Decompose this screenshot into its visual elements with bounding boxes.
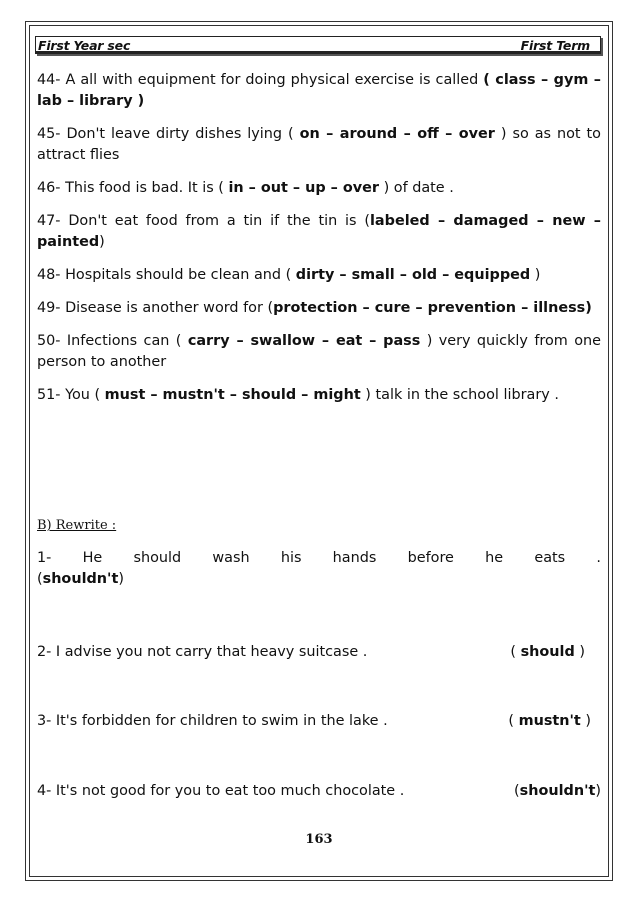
sentence-word: should — [133, 550, 182, 566]
question-text: ) so as not to attract flies — [37, 126, 601, 163]
question-text: ) — [530, 267, 541, 283]
question-item — [37, 265, 601, 286]
question-text: ) — [99, 234, 105, 250]
header-left-text: First Year sec — [38, 38, 131, 53]
hint-close: ) — [574, 644, 585, 660]
question-item — [37, 385, 601, 406]
rewrite-item-3-sentence: 3- It's forbidden for children to swim in the lake . — [37, 713, 388, 729]
rewrite-item-4-sentence: 4- It's not good for you to eat too much chocolate . — [37, 783, 405, 799]
question-text: 45- Don't leave dirty dishes lying ( — [37, 126, 300, 142]
question-text: 50- Infections can ( — [37, 333, 188, 349]
rewrite-item-3 — [37, 711, 601, 732]
rewrite-item-2-hint-word: should — [520, 644, 575, 660]
question-choices: protection – cure – prevention – illness) — [273, 300, 592, 316]
rewrite-item-1-hint: (shouldn't) — [37, 571, 124, 587]
question-choices: on – around – off – over — [299, 126, 495, 142]
question-item — [37, 124, 601, 166]
rewrite-item-1-sentence — [37, 548, 601, 569]
hint-close: ) — [580, 713, 591, 729]
sentence-word: eats — [534, 550, 566, 566]
question-choices: carry – swallow – eat – pass — [187, 333, 421, 349]
sentence-word: . — [596, 550, 601, 566]
question-text: 46- This food is bad. It is ( — [37, 180, 229, 196]
questions-list — [37, 70, 601, 418]
rewrite-item-2 — [37, 642, 601, 663]
question-item — [37, 331, 601, 373]
hint-open: ( — [508, 713, 519, 729]
question-item — [37, 178, 601, 199]
hint-close: ) — [595, 783, 601, 799]
question-item — [37, 211, 601, 253]
rewrite-item-3-hint-word: mustn't — [518, 713, 581, 729]
sentence-word: wash — [212, 550, 250, 566]
sentence-word: before — [407, 550, 454, 566]
question-choices: dirty – small – old – equipped — [295, 267, 531, 283]
question-text: ) very quickly from one person to another — [37, 333, 601, 370]
question-text: 44- A all with equipment for doing physical exercise is called — [37, 72, 484, 88]
sentence-word: 1- — [37, 550, 52, 566]
rewrite-item-2-sentence: 2- I advise you not carry that heavy suitcase . — [37, 644, 368, 660]
question-text: 51- You ( — [37, 387, 105, 403]
question-choices: ( class – gym – lab – library ) — [37, 72, 601, 109]
question-text: ) talk in the school library . — [360, 387, 559, 403]
question-text: 47- Don't eat food from a tin if the tin is ( — [37, 213, 370, 229]
rewrite-item-4-hint-word: shouldn't — [519, 783, 596, 799]
rewrite-item-1-hint-word: shouldn't — [42, 571, 119, 587]
sentence-word: He — [82, 550, 103, 566]
question-item — [37, 70, 601, 112]
rewrite-item-2-hint — [510, 642, 585, 663]
hint-open: ( — [510, 644, 521, 660]
sentence-word: his — [280, 550, 302, 566]
question-choices: labeled – damaged – new – painted — [37, 213, 601, 250]
rewrite-item-3-hint — [508, 711, 591, 732]
page-number: 163 — [305, 832, 333, 847]
question-choices: must – mustn't – should – might — [104, 387, 361, 403]
rewrite-item-4 — [37, 781, 601, 802]
question-item — [37, 298, 601, 319]
question-choices: in – out – up – over — [228, 180, 379, 196]
rewrite-item-1 — [37, 548, 601, 590]
page-header — [35, 36, 601, 54]
section-b-title: B) Rewrite : — [37, 518, 117, 533]
question-text: ) of date . — [379, 180, 454, 196]
sentence-word: hands — [332, 550, 377, 566]
question-text: 48- Hospitals should be clean and ( — [37, 267, 296, 283]
question-text: 49- Disease is another word for ( — [37, 300, 274, 316]
sentence-word: he — [485, 550, 504, 566]
hint-open: ( — [514, 783, 520, 799]
header-right-text: First Term — [520, 38, 590, 53]
rewrite-item-4-hint — [514, 781, 601, 802]
